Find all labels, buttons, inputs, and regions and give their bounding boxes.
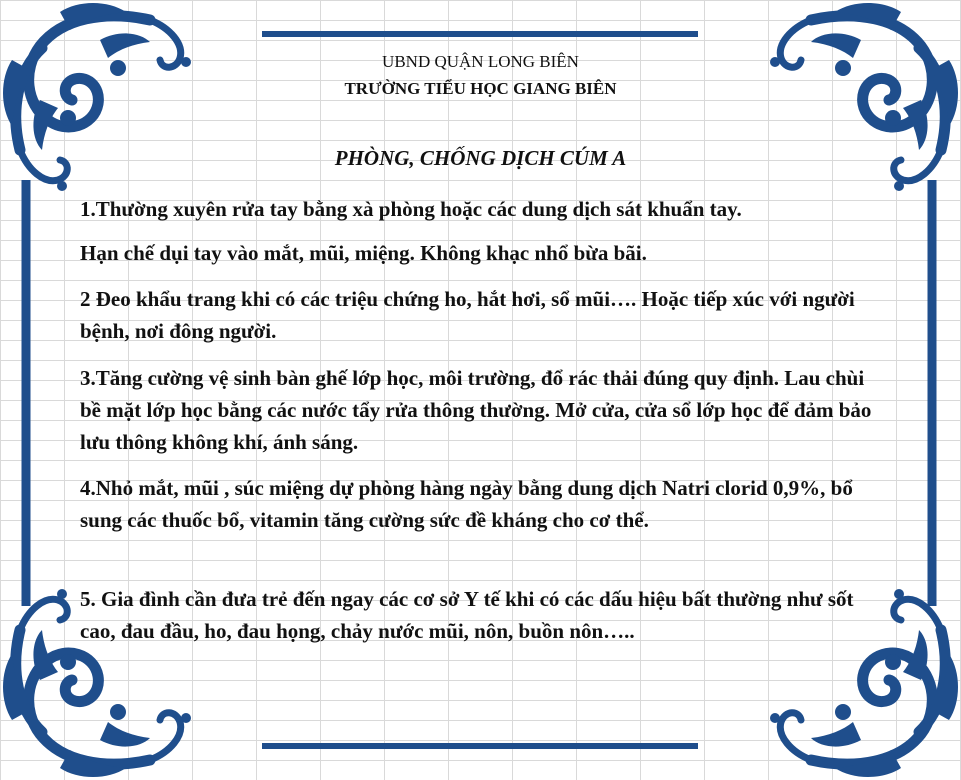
item-3: 3.Tăng cường vệ sinh bàn ghế lớp học, môi trường, đổ rác thải đúng quy định. Lau chùi bề mặt lớp học bằng các nước tẩy rửa thông thường. Mở cửa, cửa sổ lớp học để đảm bảo lưu thông không khí, ánh sáng. [80, 366, 872, 454]
item-1: 1.Thường xuyên rửa tay bằng xà phòng hoặc các dung dịch sát khuẩn tay. [80, 197, 742, 221]
district-committee: UBND QUẬN LONG BIÊN [382, 52, 579, 71]
item-5: 5. Gia đình cần đưa trẻ đến ngay các cơ sở Y tế khi có các dấu hiệu bất thường như sốt cao, đau đầu, ho, đau họng, chảy nước mũi, nôn, buồn nôn….. [80, 587, 854, 643]
item-4: 4.Nhỏ mắt, mũi , súc miệng dự phòng hàng ngày bằng dung dịch Natri clorid 0,9%, bổ sung các thuốc bổ, vitamin tăng cường sức đề kháng cho cơ thể. [80, 476, 853, 532]
page-title: PHÒNG, CHỐNG DỊCH CÚM A [334, 146, 627, 170]
item-1-continued: Hạn chế dụi tay vào mắt, mũi, miệng. Không khạc nhổ bừa bãi. [80, 241, 647, 265]
item-2: 2 Đeo khẩu trang khi có các triệu chứng ho, hắt hơi, sổ mũi…. Hoặc tiếp xúc với người bệnh, nơi đông người. [80, 287, 855, 343]
school-name: TRƯỜNG TIỂU HỌC GIANG BIÊN [344, 79, 617, 98]
